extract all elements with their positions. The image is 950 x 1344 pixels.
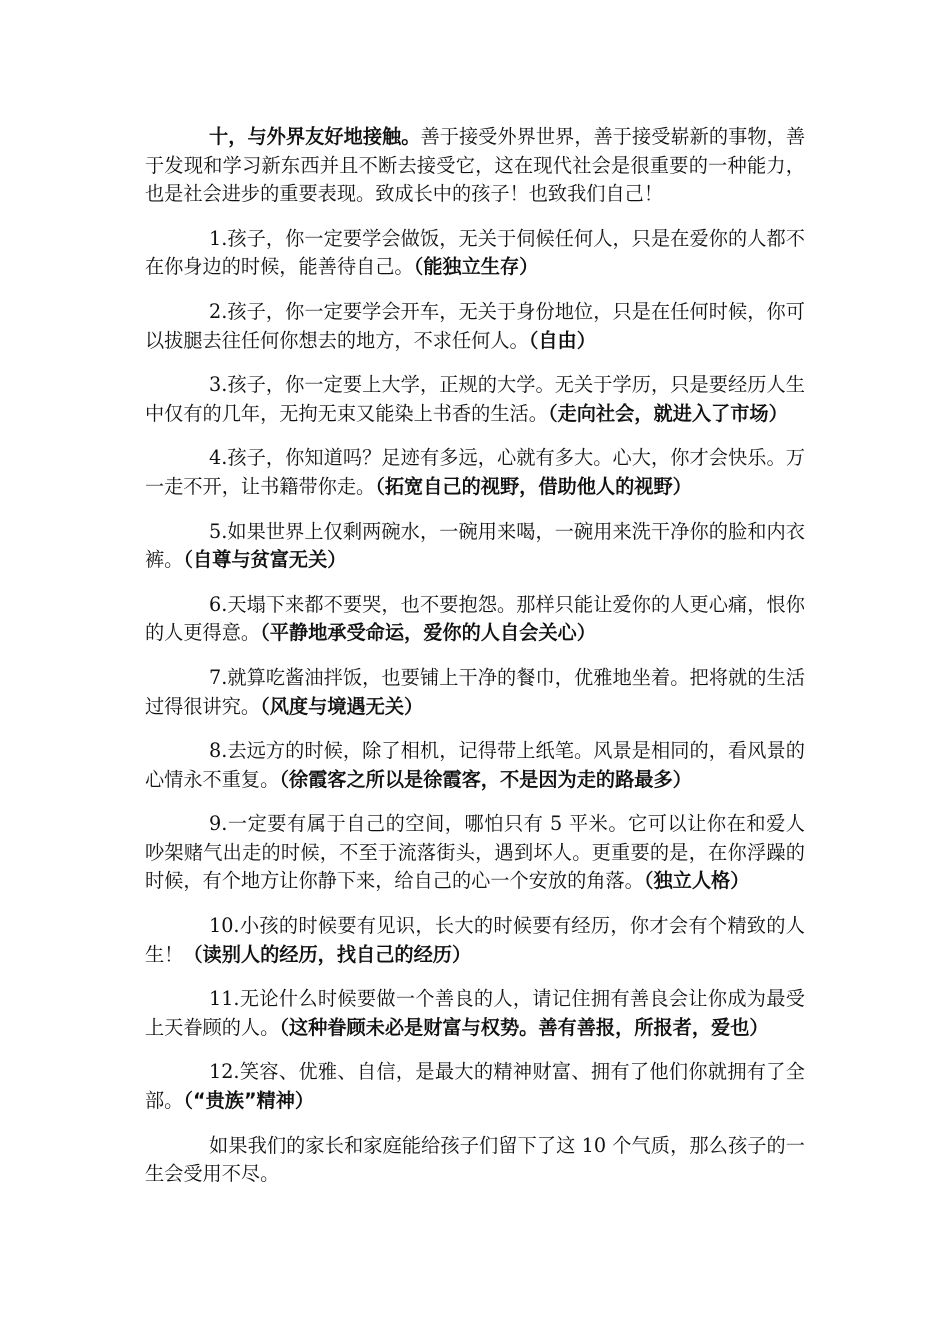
list-item — [145, 444, 805, 501]
list-item — [145, 225, 805, 282]
closing-paragraph: 如果我们的家长和家庭能给孩子们留下了这 10 个气质，那么孩子的一生会受用不尽。 — [145, 1133, 805, 1186]
section-ten-body: 善于接受外界世界，善于接受崭新的事物，善于发现和学习新东西并且不断去接受它，这在现代社会是很重要的一种能力，也是社会进步的重要表现。致成长中的孩子！也致我们自己！ — [145, 125, 806, 206]
list-item — [145, 591, 805, 648]
item-text: 去远方的时候，除了相机，记得带上纸笔。风景是相同的，看风景的心情永不重复。 — [145, 739, 805, 791]
item-note: （拓宽自己的视野，借助他人的视野） — [375, 474, 692, 498]
list-item — [145, 985, 805, 1042]
item-note: （走向社会，就进入了市场） — [547, 401, 788, 425]
item-text: 就算吃酱油拌饭，也要铺上干净的餐巾，优雅地坐着。把将就的生活过得很讲究。 — [145, 665, 805, 718]
item-text: 无论什么时候要做一个善良的人，请记住拥有善良会让你成为最受上天眷顾的人。 — [145, 987, 805, 1039]
item-number: 9. — [209, 812, 228, 836]
list-item — [145, 371, 805, 428]
item-text: 天塌下来都不要哭，也不要抱怨。那样只能让爱你的人更心痛，恨你的人更得意。 — [145, 592, 805, 645]
item-number: 5. — [209, 519, 228, 543]
item-note: （风度与境遇无关） — [260, 694, 424, 718]
item-number: 2. — [209, 299, 228, 323]
item-note: （徐霞客之所以是徐霞客，不是因为走的路最多） — [279, 767, 692, 791]
list-item — [145, 1058, 805, 1115]
item-note: （“贵族”精神） — [183, 1089, 315, 1113]
item-note: （独立人格） — [643, 869, 750, 893]
list-item — [145, 810, 805, 896]
item-number: 8. — [209, 739, 228, 763]
item-number: 4. — [209, 446, 228, 470]
item-number: 7. — [209, 665, 228, 689]
item-text: 孩子，你一定要上大学，正规的大学。无关于学历，只是要经历人生中仅有的几年，无拘无束又能染上书香的生活。 — [145, 373, 805, 425]
item-text: 小孩的时候要有见识，长大的时候要有经历，你才会有个精致的人生！ — [145, 914, 805, 966]
item-number: 11. — [209, 987, 240, 1011]
list-item — [145, 518, 805, 575]
list-item — [145, 298, 805, 355]
section-ten-paragraph — [145, 123, 805, 209]
item-number: 6. — [209, 592, 228, 616]
item-number: 10. — [209, 914, 240, 938]
item-text: 如果世界上仅剩两碗水，一碗用来喝，一碗用来洗干净你的脸和内衣裤。 — [145, 519, 805, 572]
item-number: 3. — [209, 373, 228, 397]
item-note: （能独立生存） — [413, 255, 539, 279]
item-number: 1. — [209, 226, 228, 250]
item-note: （读别人的经历，找自己的经历） — [183, 942, 472, 966]
document-body — [145, 123, 805, 1205]
section-ten-heading: 十，与外界友好地接触。 — [209, 125, 421, 148]
item-note: （自由） — [528, 328, 596, 352]
item-text: 笑容、优雅、自信，是最大的精神财富、拥有了他们你就拥有了全部。 — [145, 1060, 805, 1113]
list-item — [145, 912, 805, 969]
item-note: （这种眷顾未必是财富与权势。善有善报，所报者，爱也） — [279, 1015, 769, 1039]
list-item — [145, 664, 805, 721]
item-number: 12. — [209, 1060, 240, 1084]
item-text: 孩子，你一定要学会开车，无关于身份地位，只是在任何时候，你可以拔腿去往任何你想去的地方，不求任何人。 — [145, 299, 805, 352]
list-item — [145, 737, 805, 794]
item-note: （自尊与贫富无关） — [183, 548, 347, 572]
item-text: 孩子，你知道吗？足迹有多远，心就有多大。心大，你才会快乐。万一走不开，让书籍带你走。 — [145, 446, 805, 498]
item-note: （平静地承受命运，爱你的人自会关心） — [260, 621, 596, 645]
item-text: 一定要有属于自己的空间，哪怕只有 5 平米。它可以让你在和爱人吵架赌气出走的时候，不至于流落街头，遇到坏人。更重要的是，在你浮躁的时候，有个地方让你静下来，给自己的心一个安放的角落。 — [145, 812, 805, 893]
item-text: 孩子，你一定要学会做饭，无关于伺候任何人，只是在爱你的人都不在你身边的时候，能善待自己。 — [145, 226, 805, 279]
